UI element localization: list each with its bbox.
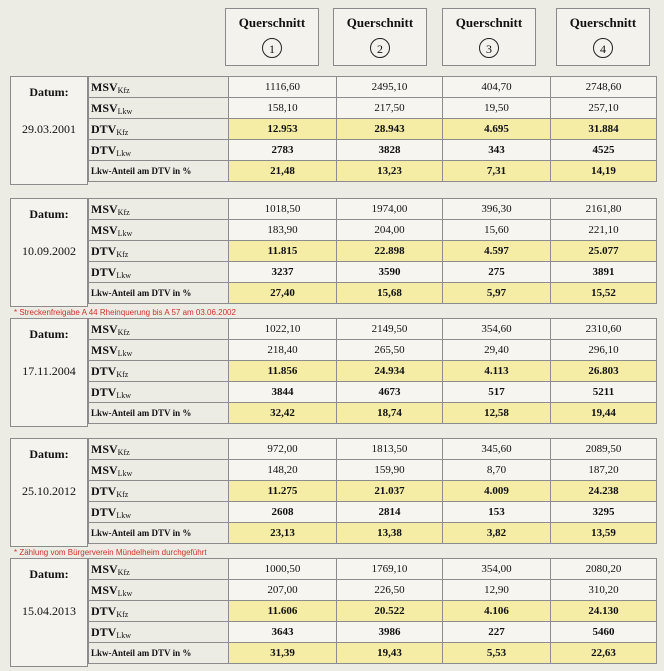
date-value: 15.04.2013 bbox=[22, 604, 76, 618]
table-row bbox=[89, 502, 657, 523]
value-cell-q1: 218,40 bbox=[229, 340, 337, 361]
value-cell-q4: 19,44 bbox=[551, 403, 657, 424]
value-cell-q1: 183,90 bbox=[229, 220, 337, 241]
value-cell-q3: 12,90 bbox=[443, 580, 551, 601]
row-label-lkw-anteil bbox=[89, 643, 229, 664]
row-label-text: MSV bbox=[91, 100, 118, 115]
row-label-dtv-kfz bbox=[89, 361, 229, 382]
row-label-text: MSV bbox=[91, 561, 118, 576]
value-cell-q3: 8,70 bbox=[443, 460, 551, 481]
value-cell-q4: 5460 bbox=[551, 622, 657, 643]
table-row bbox=[89, 283, 657, 304]
row-label-dtv-lkw bbox=[89, 502, 229, 523]
value-cell-q2: 4673 bbox=[337, 382, 443, 403]
date-cell bbox=[10, 76, 88, 185]
table-row bbox=[89, 340, 657, 361]
value-cell-q4: 14,19 bbox=[551, 161, 657, 182]
table-row bbox=[89, 580, 657, 601]
row-label-subscript: Lkw bbox=[117, 588, 133, 598]
row-label-msv-lkw bbox=[89, 98, 229, 119]
value-cell-q4: 22,63 bbox=[551, 643, 657, 664]
value-cell-q3: 3,82 bbox=[443, 523, 551, 544]
row-label-msv-kfz bbox=[89, 319, 229, 340]
row-label-text: DTV bbox=[91, 624, 117, 639]
table-row bbox=[89, 241, 657, 262]
column-number-circle: 3 bbox=[479, 38, 499, 58]
value-cell-q2: 24.934 bbox=[337, 361, 443, 382]
value-cell-q1: 3844 bbox=[229, 382, 337, 403]
value-cell-q4: 2310,60 bbox=[551, 319, 657, 340]
table-row bbox=[89, 199, 657, 220]
value-cell-q4: 3295 bbox=[551, 502, 657, 523]
value-cell-q2: 2814 bbox=[337, 502, 443, 523]
value-cell-q2: 3828 bbox=[337, 140, 443, 161]
value-cell-q4: 221,10 bbox=[551, 220, 657, 241]
date-cell bbox=[10, 558, 88, 667]
value-cell-q4: 15,52 bbox=[551, 283, 657, 304]
value-cell-q1: 12.953 bbox=[229, 119, 337, 140]
table-row bbox=[89, 98, 657, 119]
value-cell-q4: 24.130 bbox=[551, 601, 657, 622]
table-row bbox=[89, 439, 657, 460]
date-cell bbox=[10, 198, 88, 307]
column-number-circle: 4 bbox=[593, 38, 613, 58]
value-cell-q2: 1813,50 bbox=[337, 439, 443, 460]
row-label-text: DTV bbox=[91, 363, 117, 378]
value-cell-q3: 4.113 bbox=[443, 361, 551, 382]
value-cell-q1: 2608 bbox=[229, 502, 337, 523]
value-cell-q3: 4.597 bbox=[443, 241, 551, 262]
note-buergerverein: * Zählung vom Bürgerverein Mündelheim durchgeführt bbox=[14, 548, 207, 557]
row-label-msv-kfz bbox=[89, 439, 229, 460]
row-label-subscript: Kfz bbox=[117, 447, 130, 457]
value-cell-q2: 265,50 bbox=[337, 340, 443, 361]
date-value: 10.09.2002 bbox=[22, 244, 76, 258]
row-label-msv-kfz bbox=[89, 559, 229, 580]
date-label: Datum: bbox=[29, 447, 69, 461]
row-label-lkw-anteil bbox=[89, 161, 229, 182]
value-cell-q3: 5,53 bbox=[443, 643, 551, 664]
row-label-msv-kfz bbox=[89, 199, 229, 220]
row-label-dtv-kfz bbox=[89, 119, 229, 140]
value-cell-q2: 13,23 bbox=[337, 161, 443, 182]
row-label-text: Lkw-Anteil am DTV in % bbox=[91, 528, 192, 538]
value-cell-q3: 5,97 bbox=[443, 283, 551, 304]
row-label-text: DTV bbox=[91, 142, 117, 157]
table-row bbox=[89, 523, 657, 544]
value-cell-q2: 18,74 bbox=[337, 403, 443, 424]
value-cell-q1: 11.606 bbox=[229, 601, 337, 622]
value-cell-q2: 204,00 bbox=[337, 220, 443, 241]
value-cell-q1: 1000,50 bbox=[229, 559, 337, 580]
value-cell-q2: 21.037 bbox=[337, 481, 443, 502]
date-value: 29.03.2001 bbox=[22, 122, 76, 136]
value-cell-q3: 404,70 bbox=[443, 77, 551, 98]
value-cell-q4: 257,10 bbox=[551, 98, 657, 119]
value-cell-q1: 27,40 bbox=[229, 283, 337, 304]
value-cell-q2: 3986 bbox=[337, 622, 443, 643]
value-cell-q4: 5211 bbox=[551, 382, 657, 403]
table-row bbox=[89, 382, 657, 403]
column-number-circle: 1 bbox=[262, 38, 282, 58]
value-cell-q2: 15,68 bbox=[337, 283, 443, 304]
value-cell-q1: 158,10 bbox=[229, 98, 337, 119]
value-cell-q1: 23,13 bbox=[229, 523, 337, 544]
value-cell-q3: 4.695 bbox=[443, 119, 551, 140]
values-table bbox=[88, 558, 657, 664]
values-table bbox=[88, 318, 657, 424]
row-label-text: MSV bbox=[91, 441, 118, 456]
value-cell-q4: 26.803 bbox=[551, 361, 657, 382]
table-row bbox=[89, 460, 657, 481]
value-cell-q2: 226,50 bbox=[337, 580, 443, 601]
row-label-dtv-kfz bbox=[89, 601, 229, 622]
value-cell-q2: 1974,00 bbox=[337, 199, 443, 220]
table-row bbox=[89, 220, 657, 241]
value-cell-q2: 13,38 bbox=[337, 523, 443, 544]
date-value: 17.11.2004 bbox=[22, 364, 76, 378]
value-cell-q3: 19,50 bbox=[443, 98, 551, 119]
table-row bbox=[89, 319, 657, 340]
row-label-dtv-lkw bbox=[89, 262, 229, 283]
row-label-dtv-kfz bbox=[89, 241, 229, 262]
value-cell-q2: 217,50 bbox=[337, 98, 443, 119]
value-cell-q4: 2161,80 bbox=[551, 199, 657, 220]
value-cell-q1: 1018,50 bbox=[229, 199, 337, 220]
row-label-dtv-kfz bbox=[89, 481, 229, 502]
values-table bbox=[88, 76, 657, 182]
row-label-text: MSV bbox=[91, 582, 118, 597]
row-label-subscript: Lkw bbox=[116, 390, 132, 400]
value-cell-q1: 3643 bbox=[229, 622, 337, 643]
row-label-subscript: Kfz bbox=[117, 567, 130, 577]
values-table bbox=[88, 198, 657, 304]
value-cell-q3: 517 bbox=[443, 382, 551, 403]
date-cell bbox=[10, 318, 88, 427]
value-cell-q2: 20.522 bbox=[337, 601, 443, 622]
value-cell-q1: 11.856 bbox=[229, 361, 337, 382]
value-cell-q2: 159,90 bbox=[337, 460, 443, 481]
table-row bbox=[89, 361, 657, 382]
row-label-text: DTV bbox=[91, 243, 117, 258]
table-row bbox=[89, 622, 657, 643]
value-cell-q1: 21,48 bbox=[229, 161, 337, 182]
column-header-title: Querschnitt bbox=[455, 15, 523, 30]
value-cell-q3: 343 bbox=[443, 140, 551, 161]
column-header-2 bbox=[333, 8, 427, 66]
row-label-text: DTV bbox=[91, 384, 117, 399]
value-cell-q1: 1116,60 bbox=[229, 77, 337, 98]
value-cell-q2: 2149,50 bbox=[337, 319, 443, 340]
row-label-text: Lkw-Anteil am DTV in % bbox=[91, 288, 192, 298]
value-cell-q2: 1769,10 bbox=[337, 559, 443, 580]
value-cell-q4: 2748,60 bbox=[551, 77, 657, 98]
row-label-subscript: Kfz bbox=[116, 127, 129, 137]
row-label-text: Lkw-Anteil am DTV in % bbox=[91, 408, 192, 418]
column-header-title: Querschnitt bbox=[346, 15, 414, 30]
table-row bbox=[89, 403, 657, 424]
row-label-text: MSV bbox=[91, 462, 118, 477]
table-row bbox=[89, 119, 657, 140]
value-cell-q2: 19,43 bbox=[337, 643, 443, 664]
row-label-text: MSV bbox=[91, 79, 118, 94]
row-label-msv-lkw bbox=[89, 340, 229, 361]
value-cell-q3: 7,31 bbox=[443, 161, 551, 182]
value-cell-q1: 1022,10 bbox=[229, 319, 337, 340]
table-row bbox=[89, 559, 657, 580]
row-label-subscript: Kfz bbox=[116, 489, 129, 499]
value-cell-q1: 11.275 bbox=[229, 481, 337, 502]
value-cell-q2: 22.898 bbox=[337, 241, 443, 262]
row-label-text: MSV bbox=[91, 201, 118, 216]
value-cell-q4: 13,59 bbox=[551, 523, 657, 544]
value-cell-q4: 25.077 bbox=[551, 241, 657, 262]
value-cell-q3: 4.106 bbox=[443, 601, 551, 622]
value-cell-q3: 345,60 bbox=[443, 439, 551, 460]
row-label-text: MSV bbox=[91, 321, 118, 336]
value-cell-q4: 187,20 bbox=[551, 460, 657, 481]
value-cell-q3: 396,30 bbox=[443, 199, 551, 220]
value-cell-q1: 972,00 bbox=[229, 439, 337, 460]
row-label-msv-lkw bbox=[89, 580, 229, 601]
row-label-subscript: Lkw bbox=[117, 348, 133, 358]
date-value: 25.10.2012 bbox=[22, 484, 76, 498]
row-label-text: DTV bbox=[91, 121, 117, 136]
row-label-text: DTV bbox=[91, 483, 117, 498]
row-label-dtv-lkw bbox=[89, 382, 229, 403]
value-cell-q3: 275 bbox=[443, 262, 551, 283]
value-cell-q3: 15,60 bbox=[443, 220, 551, 241]
row-label-subscript: Lkw bbox=[116, 510, 132, 520]
note-streckenfreigabe: * Streckenfreigabe A 44 Rheinquerung bis A 57 am 03.06.2002 bbox=[14, 308, 236, 317]
value-cell-q2: 2495,10 bbox=[337, 77, 443, 98]
value-cell-q1: 31,39 bbox=[229, 643, 337, 664]
row-label-subscript: Kfz bbox=[116, 369, 129, 379]
value-cell-q3: 4.009 bbox=[443, 481, 551, 502]
row-label-dtv-lkw bbox=[89, 140, 229, 161]
row-label-subscript: Kfz bbox=[116, 249, 129, 259]
row-label-msv-lkw bbox=[89, 220, 229, 241]
value-cell-q1: 3237 bbox=[229, 262, 337, 283]
row-label-msv-kfz bbox=[89, 77, 229, 98]
column-header-title: Querschnitt bbox=[569, 15, 637, 30]
row-label-subscript: Lkw bbox=[117, 106, 133, 116]
row-label-subscript: Kfz bbox=[116, 609, 129, 619]
value-cell-q4: 4525 bbox=[551, 140, 657, 161]
table-row bbox=[89, 161, 657, 182]
value-cell-q2: 28.943 bbox=[337, 119, 443, 140]
value-cell-q4: 2089,50 bbox=[551, 439, 657, 460]
date-label: Datum: bbox=[29, 207, 69, 221]
row-label-subscript: Kfz bbox=[117, 327, 130, 337]
row-label-text: DTV bbox=[91, 504, 117, 519]
row-label-lkw-anteil bbox=[89, 283, 229, 304]
column-header-title: Querschnitt bbox=[238, 15, 306, 30]
date-label: Datum: bbox=[29, 567, 69, 581]
value-cell-q3: 29,40 bbox=[443, 340, 551, 361]
table-row bbox=[89, 262, 657, 283]
row-label-msv-lkw bbox=[89, 460, 229, 481]
value-cell-q2: 3590 bbox=[337, 262, 443, 283]
value-cell-q3: 12,58 bbox=[443, 403, 551, 424]
column-header-1 bbox=[225, 8, 319, 66]
date-label: Datum: bbox=[29, 327, 69, 341]
row-label-lkw-anteil bbox=[89, 523, 229, 544]
value-cell-q4: 3891 bbox=[551, 262, 657, 283]
values-table bbox=[88, 438, 657, 544]
value-cell-q4: 310,20 bbox=[551, 580, 657, 601]
row-label-subscript: Lkw bbox=[116, 148, 132, 158]
row-label-subscript: Kfz bbox=[117, 85, 130, 95]
row-label-text: DTV bbox=[91, 603, 117, 618]
row-label-text: Lkw-Anteil am DTV in % bbox=[91, 166, 192, 176]
value-cell-q1: 207,00 bbox=[229, 580, 337, 601]
row-label-subscript: Lkw bbox=[117, 468, 133, 478]
row-label-subscript: Kfz bbox=[117, 207, 130, 217]
row-label-dtv-lkw bbox=[89, 622, 229, 643]
row-label-subscript: Lkw bbox=[117, 228, 133, 238]
column-header-4 bbox=[556, 8, 650, 66]
value-cell-q4: 296,10 bbox=[551, 340, 657, 361]
row-label-text: Lkw-Anteil am DTV in % bbox=[91, 648, 192, 658]
value-cell-q1: 11.815 bbox=[229, 241, 337, 262]
value-cell-q3: 153 bbox=[443, 502, 551, 523]
column-number-circle: 2 bbox=[370, 38, 390, 58]
value-cell-q4: 31.884 bbox=[551, 119, 657, 140]
date-cell bbox=[10, 438, 88, 547]
value-cell-q3: 227 bbox=[443, 622, 551, 643]
value-cell-q3: 354,60 bbox=[443, 319, 551, 340]
row-label-lkw-anteil bbox=[89, 403, 229, 424]
row-label-subscript: Lkw bbox=[116, 270, 132, 280]
table-row bbox=[89, 77, 657, 98]
row-label-text: DTV bbox=[91, 264, 117, 279]
value-cell-q4: 2080,20 bbox=[551, 559, 657, 580]
value-cell-q1: 148,20 bbox=[229, 460, 337, 481]
table-row bbox=[89, 481, 657, 502]
value-cell-q1: 32,42 bbox=[229, 403, 337, 424]
value-cell-q4: 24.238 bbox=[551, 481, 657, 502]
row-label-subscript: Lkw bbox=[116, 630, 132, 640]
value-cell-q1: 2783 bbox=[229, 140, 337, 161]
table-row bbox=[89, 140, 657, 161]
table-row bbox=[89, 643, 657, 664]
date-label: Datum: bbox=[29, 85, 69, 99]
value-cell-q3: 354,00 bbox=[443, 559, 551, 580]
row-label-text: MSV bbox=[91, 222, 118, 237]
row-label-text: MSV bbox=[91, 342, 118, 357]
column-header-3 bbox=[442, 8, 536, 66]
table-row bbox=[89, 601, 657, 622]
